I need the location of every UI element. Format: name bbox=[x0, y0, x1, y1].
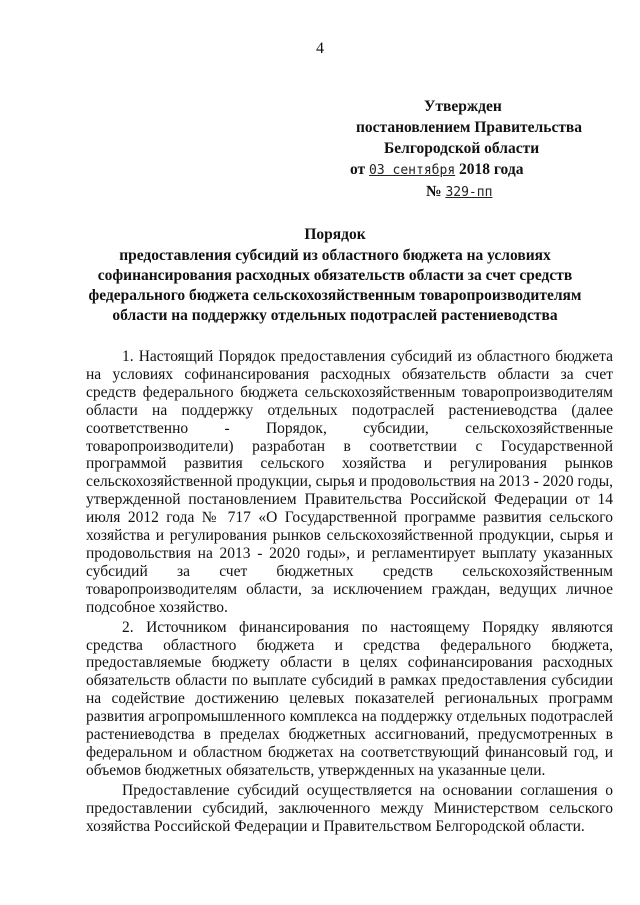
paragraph-3: Предоставление субсидий осуществляется на основании соглашения о предоставлении субсидий, заключенного между Министерством сельского хозяйства Российской Федерации и Правительством Белгородской области. bbox=[86, 781, 613, 835]
document-body bbox=[86, 348, 613, 835]
title-subtitle: предоставления субсидий из областного бюджета на условиях софинансирования расходных обязательств области за счет средств федерального бюджета сельскохозяйственным товаропроизводителям области на поддержку отдельных подотраслей растениеводства bbox=[88, 247, 582, 324]
page-number: 4 bbox=[316, 40, 324, 57]
paragraph-1: 1. Настоящий Порядок предоставления субсидий из областного бюджета на условиях софинансирования расходных обязательств области за счет средств федерального бюджета сельскохозяйственным товаропроизводителям области на поддержку отдельных подотраслей растениеводства (далее соответственно - Порядок, субсидии, сельскохозяйственные товаропроизводители) разработан в соответствии с Государственной программой развития сельского хозяйства и регулирования рынков сельскохозяйственной продукции, сырья и продовольствия на 2013 - 2020 годы, утвержденной постановлением Правительства Российской Федерации от 14 июля 2012 года № 717 «О Государственной программе развития сельского хозяйства и регулирования рынков сельскохозяйственной продукции, сырья и продовольствия на 2013 - 2020 годы», и регламентирует выплату указанных субсидий за счет бюджетных средств сельскохозяйственным товаропроизводителям области, за исключением граждан, ведущих личное подсобное хозяйство. bbox=[86, 348, 614, 616]
approval-date bbox=[340, 159, 600, 181]
document-title bbox=[70, 225, 600, 326]
title-word: Порядок bbox=[304, 226, 366, 243]
approval-heading: Утвержден bbox=[424, 98, 502, 115]
approval-block bbox=[340, 96, 600, 203]
number-handwritten: 329-пп bbox=[445, 185, 493, 200]
approval-decree: постановлением Правительства bbox=[356, 119, 583, 136]
date-year: 2018 года bbox=[459, 161, 524, 178]
date-handwritten: 03 сентября bbox=[369, 163, 456, 178]
approval-region: Белгородской области bbox=[384, 140, 540, 157]
approval-number bbox=[340, 181, 600, 203]
paragraph-2: 2. Источником финансирования по настоящему Порядку являются средства областного бюджета и средства федерального бюджета, предоставляемые бюджету области в целях софинансирования расходных обязательств области по выплате субсидий в рамках предоставления субсидии на содействие достижению целевых показателей региональных программ развития агропромышленного комплекса на поддержку отдельных подотраслей растениеводства в пределах бюджетных ассигнований, предусмотренных в федеральном и областном бюджетах на соответствующий финансовый год, и объемов бюджетных обязательств, утвержденных на указанные цели. bbox=[86, 618, 613, 779]
number-prefix: № bbox=[426, 183, 442, 200]
date-prefix: от bbox=[350, 161, 366, 178]
